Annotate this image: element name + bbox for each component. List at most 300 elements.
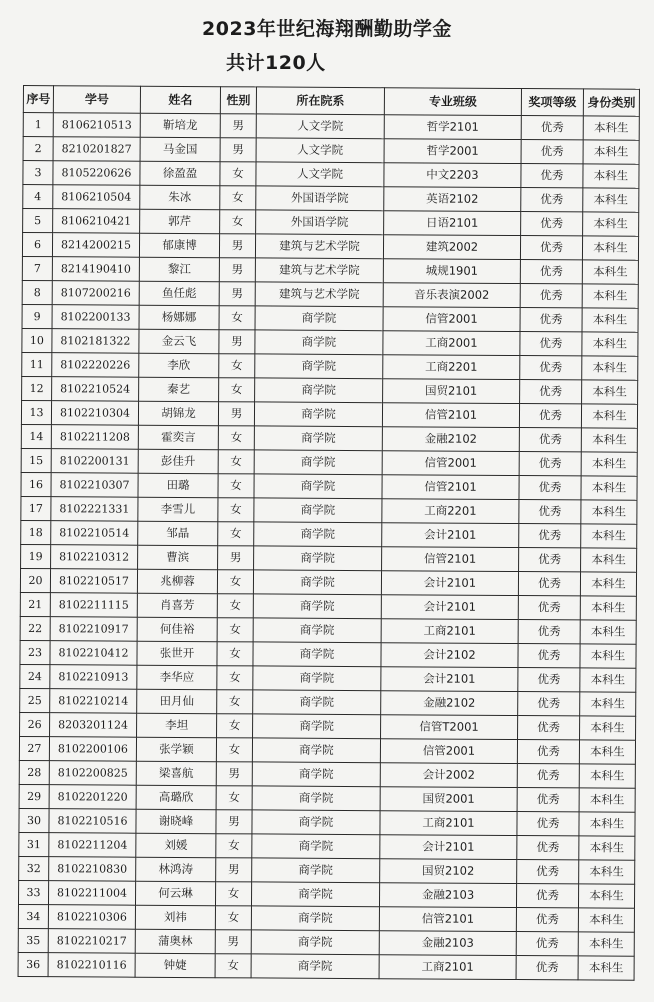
table-row [21,424,637,452]
cell-index: 3 [23,161,53,185]
cell-index: 28 [19,760,49,784]
cell-identity: 本科生 [580,668,636,692]
cell-college: 商学院 [254,450,382,475]
cell-identity: 本科生 [581,428,637,452]
cell-college: 商学院 [254,474,382,499]
cell-student-id: 8214190410 [52,257,139,282]
cell-name: 谢晓峰 [136,809,216,833]
cell-name: 黎江 [139,257,219,281]
cell-college: 商学院 [251,906,379,931]
header-college: 所在院系 [256,87,384,115]
cell-index: 29 [19,784,49,808]
cell-name: 李欣 [139,353,219,377]
cell-award-level: 优秀 [519,428,581,452]
cell-name: 郁康博 [139,233,219,257]
cell-student-id: 8214200215 [52,233,139,258]
cell-gender: 女 [220,162,256,186]
cell-award-level: 优秀 [516,956,578,980]
cell-index: 31 [19,832,49,856]
cell-award-level: 优秀 [518,716,580,740]
cell-award-level: 优秀 [518,644,580,668]
cell-award-level: 优秀 [519,524,581,548]
cell-class: 哲学2001 [384,139,521,164]
cell-award-level: 优秀 [521,212,583,236]
cell-index: 24 [20,664,50,688]
table-row [20,688,636,716]
cell-index: 22 [20,616,50,640]
header-student-id: 学号 [53,86,140,114]
cell-identity: 本科生 [583,140,639,164]
cell-student-id: 8105220626 [53,161,140,186]
table-row [21,472,637,500]
cell-identity: 本科生 [582,236,638,260]
cell-college: 商学院 [254,498,382,523]
cell-award-level: 优秀 [520,236,582,260]
cell-index: 11 [22,352,52,376]
cell-student-id: 8106210513 [53,113,140,138]
cell-identity: 本科生 [578,884,634,908]
cell-index: 26 [20,712,50,736]
cell-name: 鱼任彪 [139,281,219,305]
cell-class: 音乐表演2002 [383,283,520,308]
cell-award-level: 优秀 [519,476,581,500]
table-row [18,904,634,932]
cell-college: 建筑与艺术学院 [255,258,383,283]
table-row [18,928,634,956]
cell-college: 人文学院 [256,138,384,163]
cell-class: 会计2101 [380,835,517,860]
cell-award-level: 优秀 [519,548,581,572]
cell-college: 商学院 [251,930,379,955]
cell-award-level: 优秀 [517,740,579,764]
cell-identity: 本科生 [579,812,635,836]
cell-award-level: 优秀 [518,692,580,716]
cell-class: 信管2101 [379,907,516,932]
cell-identity: 本科生 [579,836,635,860]
cell-index: 8 [22,280,52,304]
cell-student-id: 8102210217 [48,929,135,954]
cell-index: 9 [22,304,52,328]
cell-identity: 本科生 [583,164,639,188]
cell-name: 李华应 [137,665,217,689]
cell-student-id: 8106210504 [53,185,140,210]
table-row [23,137,639,165]
cell-class: 会计2101 [381,571,518,596]
cell-student-id: 8102201220 [49,785,136,810]
cell-gender: 男 [216,762,252,786]
cell-name: 高璐欣 [136,785,216,809]
table-row [20,640,636,668]
cell-gender: 女 [216,738,252,762]
cell-identity: 本科生 [578,908,634,932]
table-row [21,400,637,428]
cell-student-id: 8102210913 [50,665,137,690]
cell-index: 33 [18,880,48,904]
cell-gender: 男 [215,930,251,954]
cell-name: 钟婕 [135,953,215,977]
header-name: 姓名 [140,86,220,113]
cell-class: 工商2101 [380,811,517,836]
cell-name: 霍奕言 [138,425,218,449]
cell-class: 城规1901 [383,259,520,284]
cell-index: 2 [23,137,53,161]
table-row [20,712,636,740]
cell-name: 刘祎 [135,905,215,929]
cell-student-id: 8102200131 [51,449,138,474]
cell-class: 中文2203 [384,163,521,188]
cell-award-level: 优秀 [518,620,580,644]
cell-index: 14 [21,424,51,448]
cell-identity: 本科生 [581,452,637,476]
cell-name: 秦艺 [139,377,219,401]
cell-college: 商学院 [252,834,380,859]
cell-college: 商学院 [254,546,382,571]
cell-student-id: 8102211204 [49,833,136,858]
cell-gender: 男 [220,114,256,138]
table-row [21,544,637,572]
cell-gender: 女 [218,450,254,474]
cell-index: 1 [23,113,53,137]
cell-class: 信管T2001 [381,715,518,740]
cell-identity: 本科生 [580,716,636,740]
cell-class: 工商2101 [381,619,518,644]
cell-college: 商学院 [253,690,381,715]
cell-college: 商学院 [251,954,379,979]
cell-award-level: 优秀 [520,356,582,380]
cell-class: 信管2101 [382,547,519,572]
cell-college: 商学院 [252,810,380,835]
cell-index: 7 [22,256,52,280]
cell-class: 信管2001 [380,739,517,764]
cell-name: 郭芹 [140,209,220,233]
header-identity: 身份类别 [583,89,639,116]
table-row [22,376,638,404]
table-row [23,209,639,237]
cell-award-level: 优秀 [517,836,579,860]
cell-student-id: 8102210917 [50,617,137,642]
table-body [18,113,639,981]
cell-identity: 本科生 [579,764,635,788]
cell-college: 商学院 [253,642,381,667]
cell-college: 商学院 [252,858,380,883]
cell-award-level: 优秀 [520,380,582,404]
table-row [22,256,638,284]
cell-name: 肖喜芳 [137,593,217,617]
cell-identity: 本科生 [580,692,636,716]
cell-class: 建筑2002 [383,235,520,260]
table-row [23,113,639,141]
cell-class: 信管2101 [382,403,519,428]
cell-name: 田月仙 [137,689,217,713]
cell-student-id: 8107200216 [52,281,139,306]
table-row [19,856,635,884]
cell-college: 人文学院 [256,162,384,187]
cell-index: 20 [20,568,50,592]
cell-college: 商学院 [252,738,380,763]
table-row [22,328,638,356]
cell-class: 国贸2001 [380,787,517,812]
cell-identity: 本科生 [581,524,637,548]
cell-index: 18 [21,520,51,544]
cell-class: 国贸2101 [383,379,520,404]
cell-name: 彭佳升 [138,449,218,473]
cell-index: 12 [22,376,52,400]
cell-name: 田璐 [138,473,218,497]
cell-identity: 本科生 [582,356,638,380]
header-award-level: 奖项等级 [521,89,583,116]
cell-student-id: 8102221331 [51,497,138,522]
cell-award-level: 优秀 [520,332,582,356]
cell-class: 信管2001 [382,451,519,476]
cell-award-level: 优秀 [521,116,583,140]
table-row [20,664,636,692]
cell-index: 21 [20,592,50,616]
cell-award-level: 优秀 [520,308,582,332]
cell-college: 商学院 [255,354,383,379]
cell-identity: 本科生 [579,740,635,764]
cell-award-level: 优秀 [521,188,583,212]
table-row [19,808,635,836]
cell-student-id: 8102210412 [50,641,137,666]
cell-identity: 本科生 [582,260,638,284]
cell-college: 商学院 [253,666,381,691]
table-row [21,496,637,524]
table-row [19,784,635,812]
cell-student-id: 8102210312 [51,545,138,570]
cell-identity: 本科生 [582,308,638,332]
total-count: 共计120人 [226,52,326,74]
cell-student-id: 8102210214 [50,689,137,714]
table-row [22,352,638,380]
cell-student-id: 8102210307 [51,473,138,498]
cell-award-level: 优秀 [519,404,581,428]
cell-class: 金融2103 [379,931,516,956]
cell-college: 商学院 [255,378,383,403]
cell-student-id: 8102210116 [48,953,135,978]
cell-class: 英语2102 [384,187,521,212]
cell-class: 信管2001 [383,307,520,332]
cell-award-level: 优秀 [516,932,578,956]
cell-student-id: 8102200133 [52,305,139,330]
cell-college: 建筑与艺术学院 [255,282,383,307]
cell-gender: 女 [216,786,252,810]
cell-name: 曹滨 [138,545,218,569]
cell-gender: 女 [218,474,254,498]
cell-student-id: 8210201827 [53,137,140,162]
cell-student-id: 8102211004 [48,881,135,906]
cell-college: 商学院 [254,522,382,547]
cell-student-id: 8102210304 [51,401,138,426]
cell-gender: 女 [215,954,251,978]
cell-student-id: 8102220226 [52,353,139,378]
cell-index: 25 [20,688,50,712]
cell-name: 金云飞 [139,329,219,353]
cell-gender: 男 [219,234,255,258]
cell-name: 梁喜航 [136,761,216,785]
cell-college: 商学院 [254,426,382,451]
cell-student-id: 8102210830 [49,857,136,882]
cell-index: 34 [18,904,48,928]
header-class: 专业班级 [384,88,521,116]
cell-gender: 女 [217,690,253,714]
cell-student-id: 8106210421 [53,209,140,234]
cell-student-id: 8102210516 [49,809,136,834]
cell-gender: 女 [219,378,255,402]
cell-index: 17 [21,496,51,520]
table-row [18,952,634,980]
cell-college: 商学院 [253,618,381,643]
cell-gender: 女 [220,186,256,210]
table-row [22,233,638,261]
cell-award-level: 优秀 [517,764,579,788]
table-row [22,280,638,308]
cell-gender: 女 [219,306,255,330]
table-header-row [23,86,639,117]
cell-index: 36 [18,952,48,976]
cell-gender: 男 [219,258,255,282]
cell-name: 刘媛 [136,833,216,857]
table-row [22,304,638,332]
cell-award-level: 优秀 [520,260,582,284]
cell-award-level: 优秀 [519,500,581,524]
cell-award-level: 优秀 [517,860,579,884]
cell-class: 会计2101 [381,667,518,692]
cell-name: 李坦 [137,713,217,737]
cell-index: 23 [20,640,50,664]
cell-name: 张世开 [137,641,217,665]
cell-name: 李雪儿 [138,497,218,521]
table-row [18,880,634,908]
cell-class: 金融2102 [382,427,519,452]
cell-award-level: 优秀 [521,140,583,164]
cell-student-id: 8102200106 [49,737,136,762]
cell-name: 徐盈盈 [140,161,220,185]
cell-identity: 本科生 [581,476,637,500]
table-row [21,520,637,548]
cell-college: 建筑与艺术学院 [255,234,383,259]
cell-class: 工商2001 [383,331,520,356]
cell-student-id: 8102211115 [50,593,137,618]
cell-class: 工商2201 [382,499,519,524]
cell-name: 胡锦龙 [138,401,218,425]
cell-name: 杨娜娜 [139,305,219,329]
cell-student-id: 8102210514 [51,521,138,546]
cell-index: 19 [21,544,51,568]
cell-identity: 本科生 [581,404,637,428]
cell-gender: 女 [216,834,252,858]
cell-student-id: 8102200825 [49,761,136,786]
cell-index: 6 [22,233,52,257]
cell-student-id: 8102210517 [50,569,137,594]
cell-identity: 本科生 [582,332,638,356]
cell-gender: 男 [216,810,252,834]
cell-index: 30 [19,808,49,832]
cell-class: 国贸2102 [380,859,517,884]
cell-name: 朱冰 [140,185,220,209]
cell-award-level: 优秀 [518,668,580,692]
cell-index: 16 [21,472,51,496]
cell-award-level: 优秀 [520,284,582,308]
cell-gender: 女 [218,426,254,450]
cell-award-level: 优秀 [517,812,579,836]
cell-index: 10 [22,328,52,352]
cell-identity: 本科生 [578,932,634,956]
cell-class: 金融2102 [381,691,518,716]
cell-index: 4 [23,185,53,209]
cell-college: 商学院 [255,330,383,355]
cell-index: 5 [23,209,53,233]
cell-name: 靳培龙 [140,113,220,137]
cell-college: 商学院 [253,714,381,739]
cell-identity: 本科生 [579,860,635,884]
cell-class: 工商2101 [379,955,516,980]
cell-name: 何云琳 [135,881,215,905]
table-row [23,185,639,213]
cell-gender: 男 [218,546,254,570]
cell-college: 商学院 [253,570,381,595]
cell-award-level: 优秀 [521,164,583,188]
cell-college: 商学院 [253,594,381,619]
cell-gender: 女 [217,618,253,642]
cell-name: 林鸿涛 [136,857,216,881]
cell-identity: 本科生 [582,284,638,308]
cell-award-level: 优秀 [518,596,580,620]
cell-identity: 本科生 [581,500,637,524]
cell-college: 外国语学院 [256,210,384,235]
cell-gender: 女 [219,354,255,378]
cell-class: 信管2101 [382,475,519,500]
cell-class: 日语2101 [384,211,521,236]
cell-gender: 男 [219,330,255,354]
table-row [19,832,635,860]
cell-college: 人文学院 [256,114,384,139]
cell-name: 马金国 [140,137,220,161]
cell-college: 商学院 [255,306,383,331]
cell-name: 何佳裕 [137,617,217,641]
cell-class: 会计2101 [382,523,519,548]
cell-student-id: 8203201124 [50,713,137,738]
cell-class: 会计2101 [381,595,518,620]
cell-class: 会计2102 [381,643,518,668]
cell-student-id: 8102181322 [52,329,139,354]
cell-identity: 本科生 [580,644,636,668]
cell-student-id: 8102210524 [52,377,139,402]
cell-identity: 本科生 [583,212,639,236]
cell-gender: 女 [220,210,256,234]
table-row [19,736,635,764]
cell-name: 兆柳蓉 [137,569,217,593]
cell-identity: 本科生 [580,596,636,620]
cell-identity: 本科生 [581,548,637,572]
cell-gender: 女 [218,498,254,522]
table-row [19,760,635,788]
document-title: 2023年世纪海翔酬勤助学金 [202,18,452,40]
cell-gender: 女 [215,906,251,930]
cell-index: 13 [21,400,51,424]
cell-gender: 男 [219,282,255,306]
cell-index: 27 [19,736,49,760]
table-row [20,592,636,620]
cell-identity: 本科生 [582,380,638,404]
cell-gender: 女 [217,594,253,618]
cell-gender: 女 [215,882,251,906]
cell-gender: 男 [220,138,256,162]
cell-award-level: 优秀 [516,884,578,908]
cell-identity: 本科生 [583,116,639,140]
table-row [21,448,637,476]
cell-index: 32 [19,856,49,880]
cell-gender: 男 [216,858,252,882]
